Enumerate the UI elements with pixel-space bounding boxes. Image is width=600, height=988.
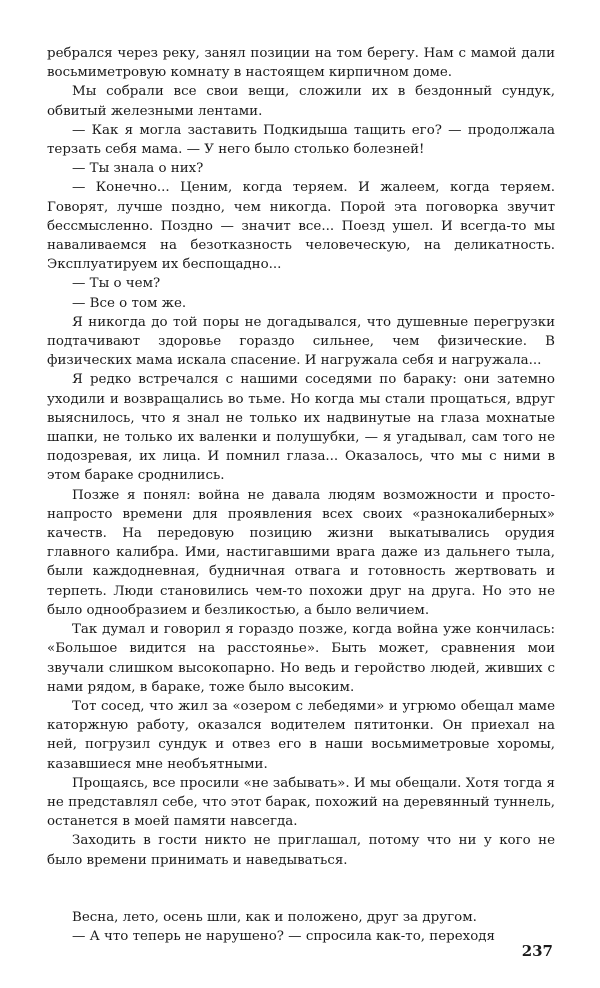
paragraph: Прощаясь, все просили «не забывать». И мы обещали. Хотя тогда я не представлял себе, что этот барак, похожий на деревянный туннель, останется в моей памяти навсегда.	[47, 775, 555, 830]
paragraph: — Ты знала о них?	[72, 161, 204, 177]
paragraph: Я никогда до той поры не догадывался, что душевные перегрузки подтачивают здоровье гораздо сильнее, чем физические. В физических мама искала спасение. И нагружала себя и нагружала...	[47, 314, 555, 369]
paragraph: Так думал и говорил я гораздо позже, когда война уже кончилась: «Большое видится на расстоянье». Быть может, сравнения мои звучали слишком высокопарно. Но ведь и геройство людей, живших с нами рядом, в бараке, тоже было высоким.	[47, 622, 555, 695]
paragraph: — Все о том же.	[72, 295, 187, 311]
paragraph: Весна, лето, осень шли, как и положено, друг за другом.	[72, 909, 477, 925]
paragraph: — Как я могла заставить Подкидыша тащить его? — продолжала терзать себя мама. — У него было столько болезней!	[47, 122, 555, 158]
page-number: 237	[521, 942, 553, 960]
paragraph: — А что теперь не нарушено? — спросила как-то, переходя	[72, 928, 495, 944]
page-body	[47, 44, 555, 946]
paragraph: — Конечно... Ценим, когда теряем. И жалеем, когда теряем. Говорят, лучше поздно, чем никогда. Порой эта поговорка звучит бессмысленно. Поздно — значит все... Поезд ушел. И всегда-то мы наваливаемся на безотказность человеческую, на деликатность. Эксплуатируем их беспощадно...	[47, 180, 555, 273]
paragraph: Тот сосед, что жил за «озером с лебедями» и угрюмо обещал маме каторжную работу, оказался водителем пятитонки. Он приехал на ней, погрузил сундук и отвез его в наши восьмиметровые хоромы, казавшиеся мне необъятными.	[47, 698, 555, 772]
section-break	[47, 870, 555, 908]
paragraph: Я редко встречался с нашими соседями по бараку: они затемно уходили и возвращались во тьме. Но когда мы стали прощаться, вдруг выяснилось, что я знал не только их надвинутые на глаза мохнатые шапки, не только их валенки и полушубки, — я угадывал, сам того не подозревая, их лица. И помнил глаза... Оказалось, что мы с ними в этом бараке сроднились.	[47, 372, 555, 484]
paragraph: Мы собрали все свои вещи, сложили их в бездонный сундук, обвитый железными лентами.	[47, 84, 555, 119]
paragraph: — Ты о чем?	[72, 276, 161, 292]
paragraph: Заходить в гости никто не приглашал, потому что ни у кого не было времени принимать и наведываться.	[47, 833, 555, 868]
paragraph: Позже я понял: война не давала людям возможности и просто-напросто времени для проявления всех своих «разнокалиберных» качеств. На передовую позицию жизни выкатывались орудия главного калибра. Ими, настигавшими врага даже из дальнего тыла, были каждодневная, будничная отвага и готовность жертвовать и терпеть. Люди становились чем-то похожи друг на друга. Но это не было однообразием и безликостью, а было величием.	[47, 487, 555, 618]
paragraph: ребрался через реку, занял позиции на том берегу. Нам с мамой дали восьмиметровую комнату в настоящем кирпичном доме.	[47, 46, 555, 81]
